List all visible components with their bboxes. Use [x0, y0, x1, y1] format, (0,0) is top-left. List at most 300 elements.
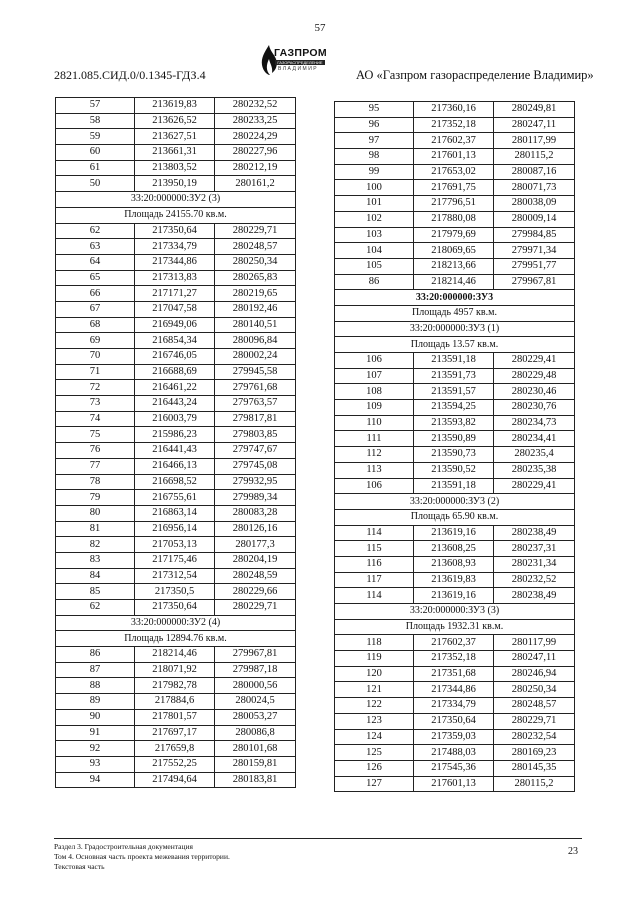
- coord-y: 279967,81: [494, 274, 575, 290]
- coord-x: 213619,83: [135, 98, 215, 114]
- table-section-row: [335, 509, 575, 525]
- coord-x: 217602,37: [414, 635, 494, 651]
- coord-y: 280232,54: [494, 729, 575, 745]
- point-number: 127: [335, 776, 414, 792]
- point-number: 70: [56, 349, 135, 365]
- table-row: [56, 537, 296, 553]
- coord-x: 213593,82: [414, 415, 494, 431]
- point-number: 125: [335, 745, 414, 761]
- section-label: 33:20:000000:ЗУ3 (3): [335, 604, 575, 620]
- coord-x: 213591,73: [414, 368, 494, 384]
- coord-x: 217171,27: [135, 286, 215, 302]
- coord-x: 217047,58: [135, 301, 215, 317]
- coord-y: 280232,52: [494, 572, 575, 588]
- footer-volume: Том 4. Основная часть проекта межевания территории.: [54, 852, 230, 861]
- coord-y: 280087,16: [494, 164, 575, 180]
- coord-y: 280233,25: [215, 113, 296, 129]
- coord-x: 217344,86: [414, 682, 494, 698]
- point-number: 123: [335, 713, 414, 729]
- table-row: [56, 411, 296, 427]
- table-section-row: [335, 305, 575, 321]
- table-row: [56, 145, 296, 161]
- point-number: 50: [56, 176, 135, 192]
- table-row: [56, 160, 296, 176]
- table-row: [56, 254, 296, 270]
- coord-y: 280250,34: [215, 254, 296, 270]
- coord-x: 213591,18: [414, 478, 494, 494]
- coord-x: 216863,14: [135, 505, 215, 521]
- coord-x: 217801,57: [135, 709, 215, 725]
- point-number: 57: [56, 98, 135, 114]
- footer-divider: [54, 838, 582, 839]
- coord-x: 217352,18: [414, 117, 494, 133]
- coord-y: 280231,34: [494, 556, 575, 572]
- coord-x: 213619,16: [414, 588, 494, 604]
- point-number: 82: [56, 537, 135, 553]
- point-number: 69: [56, 333, 135, 349]
- logo-brand: ГАЗПРОМ: [274, 47, 327, 59]
- coord-y: 280229,48: [494, 368, 575, 384]
- table-row: [56, 333, 296, 349]
- coord-x: 217697,17: [135, 725, 215, 741]
- point-number: 85: [56, 584, 135, 600]
- coord-x: 217352,18: [414, 651, 494, 667]
- table-section-row: [335, 619, 575, 635]
- table-row: [56, 113, 296, 129]
- table-row: [335, 400, 575, 416]
- coord-x: 217979,69: [414, 227, 494, 243]
- coord-y: 280115,2: [494, 149, 575, 165]
- coord-y: 280229,41: [494, 353, 575, 369]
- point-number: 120: [335, 666, 414, 682]
- point-number: 114: [335, 525, 414, 541]
- coord-y: 280238,49: [494, 525, 575, 541]
- coord-y: 280212,19: [215, 160, 296, 176]
- coord-y: 280145,35: [494, 760, 575, 776]
- table-row: [335, 525, 575, 541]
- table-row: [56, 568, 296, 584]
- point-number: 62: [56, 600, 135, 616]
- point-number: 116: [335, 556, 414, 572]
- point-number: 102: [335, 211, 414, 227]
- table-row: [335, 447, 575, 463]
- point-number: 88: [56, 678, 135, 694]
- table-row: [56, 741, 296, 757]
- coord-y: 279971,34: [494, 243, 575, 259]
- coordinates-table-right: [334, 101, 575, 792]
- coord-y: 280230,46: [494, 384, 575, 400]
- coord-x: 213590,52: [414, 462, 494, 478]
- table-row: [335, 258, 575, 274]
- section-label: Площадь 24155.70 кв.м.: [56, 207, 296, 223]
- table-section-row: [335, 321, 575, 337]
- table-row: [335, 227, 575, 243]
- coord-x: 217175,46: [135, 552, 215, 568]
- coord-y: 280247,11: [494, 651, 575, 667]
- logo-subline: ГАЗОРАСПРЕДЕЛЕНИЕ: [275, 60, 325, 65]
- coord-y: 280038,09: [494, 196, 575, 212]
- coord-y: 280140,51: [215, 317, 296, 333]
- coord-y: 279989,34: [215, 490, 296, 506]
- point-number: 107: [335, 368, 414, 384]
- table-row: [335, 196, 575, 212]
- table-row: [56, 129, 296, 145]
- table-row: [56, 474, 296, 490]
- section-label: Площадь 1932.31 кв.м.: [335, 619, 575, 635]
- table-row: [56, 709, 296, 725]
- coord-x: 217653,02: [414, 164, 494, 180]
- point-number: 75: [56, 427, 135, 443]
- point-number: 106: [335, 478, 414, 494]
- coord-y: 280235,38: [494, 462, 575, 478]
- coord-x: 216688,69: [135, 364, 215, 380]
- coord-y: 280235,4: [494, 447, 575, 463]
- coord-x: 216443,24: [135, 396, 215, 412]
- coord-x: 217982,78: [135, 678, 215, 694]
- coord-x: 217344,86: [135, 254, 215, 270]
- table-row: [335, 415, 575, 431]
- coord-y: 280249,81: [494, 102, 575, 118]
- table-row: [56, 286, 296, 302]
- section-label: Площадь 65.90 кв.м.: [335, 509, 575, 525]
- point-number: 90: [56, 709, 135, 725]
- coord-x: 217359,03: [414, 729, 494, 745]
- section-label: Площадь 12894.76 кв.м.: [56, 631, 296, 647]
- sheet-number: 23: [568, 846, 578, 857]
- coordinates-table-left: [55, 97, 296, 788]
- coord-y: 280234,73: [494, 415, 575, 431]
- point-number: 58: [56, 113, 135, 129]
- coord-x: 217880,08: [414, 211, 494, 227]
- table-row: [56, 694, 296, 710]
- table-row: [335, 384, 575, 400]
- table-row: [335, 635, 575, 651]
- coord-x: 216949,06: [135, 317, 215, 333]
- coord-y: 280229,71: [494, 713, 575, 729]
- coord-x: 216698,52: [135, 474, 215, 490]
- coord-x: 213950,19: [135, 176, 215, 192]
- table-row: [335, 211, 575, 227]
- coord-y: 280086,8: [215, 725, 296, 741]
- point-number: 108: [335, 384, 414, 400]
- point-number: 121: [335, 682, 414, 698]
- table-row: [56, 458, 296, 474]
- table-row: [56, 301, 296, 317]
- table-row: [335, 713, 575, 729]
- table-row: [335, 682, 575, 698]
- table-row: [335, 776, 575, 792]
- point-number: 61: [56, 160, 135, 176]
- table-row: [56, 647, 296, 663]
- coord-x: 213590,89: [414, 431, 494, 447]
- section-label: Площадь 13.57 кв.м.: [335, 337, 575, 353]
- coord-x: 217053,13: [135, 537, 215, 553]
- coord-x: 216003,79: [135, 411, 215, 427]
- coord-x: 217884,6: [135, 694, 215, 710]
- point-number: 95: [335, 102, 414, 118]
- page-number: 57: [314, 22, 326, 34]
- coord-y: 280083,28: [215, 505, 296, 521]
- table-row: [56, 584, 296, 600]
- point-number: 124: [335, 729, 414, 745]
- point-number: 104: [335, 243, 414, 259]
- coord-y: 280002,24: [215, 349, 296, 365]
- company-name: АО «Газпром газораспределение Владимир»: [356, 68, 594, 82]
- table-row: [56, 678, 296, 694]
- point-number: 86: [335, 274, 414, 290]
- point-number: 84: [56, 568, 135, 584]
- point-number: 72: [56, 380, 135, 396]
- point-number: 94: [56, 772, 135, 788]
- coord-y: 280248,57: [215, 239, 296, 255]
- coord-x: 213594,25: [414, 400, 494, 416]
- table-row: [56, 239, 296, 255]
- point-number: 126: [335, 760, 414, 776]
- coord-y: 280229,41: [494, 478, 575, 494]
- point-number: 73: [56, 396, 135, 412]
- footer-text: [54, 842, 230, 872]
- coord-x: 217350,64: [135, 223, 215, 239]
- coord-x: 217360,16: [414, 102, 494, 118]
- table-row: [56, 443, 296, 459]
- point-number: 100: [335, 180, 414, 196]
- point-number: 86: [56, 647, 135, 663]
- point-number: 80: [56, 505, 135, 521]
- coord-x: 217350,64: [414, 713, 494, 729]
- coord-y: 280229,71: [215, 223, 296, 239]
- coord-y: 280237,31: [494, 541, 575, 557]
- coord-x: 213619,16: [414, 525, 494, 541]
- table-row: [335, 462, 575, 478]
- coord-y: 280159,81: [215, 756, 296, 772]
- coord-x: 215986,23: [135, 427, 215, 443]
- table-row: [335, 243, 575, 259]
- point-number: 66: [56, 286, 135, 302]
- table-row: [56, 349, 296, 365]
- coord-x: 213591,57: [414, 384, 494, 400]
- coord-x: 213608,25: [414, 541, 494, 557]
- point-number: 79: [56, 490, 135, 506]
- table-row: [56, 98, 296, 114]
- section-label: 33:20:000000:ЗУ3: [335, 290, 575, 306]
- table-section-row: [56, 631, 296, 647]
- gazprom-logo: [256, 42, 336, 80]
- point-number: 87: [56, 662, 135, 678]
- table-section-row: [335, 494, 575, 510]
- section-label: 33:20:000000:ЗУ2 (3): [56, 192, 296, 208]
- table-row: [335, 556, 575, 572]
- point-number: 62: [56, 223, 135, 239]
- coord-y: 279763,57: [215, 396, 296, 412]
- coord-y: 280161,2: [215, 176, 296, 192]
- point-number: 111: [335, 431, 414, 447]
- section-label: 33:20:000000:ЗУ2 (4): [56, 615, 296, 631]
- point-number: 60: [56, 145, 135, 161]
- table-row: [56, 317, 296, 333]
- footer-section: Раздел 3. Градостроительная документация: [54, 842, 193, 851]
- coord-x: 218214,46: [414, 274, 494, 290]
- point-number: 76: [56, 443, 135, 459]
- coord-y: 279745,08: [215, 458, 296, 474]
- table-row: [335, 651, 575, 667]
- coord-y: 280053,27: [215, 709, 296, 725]
- point-number: 83: [56, 552, 135, 568]
- table-row: [335, 102, 575, 118]
- table-row: [335, 541, 575, 557]
- table-row: [56, 364, 296, 380]
- point-number: 105: [335, 258, 414, 274]
- point-number: 68: [56, 317, 135, 333]
- coord-y: 280265,83: [215, 270, 296, 286]
- point-number: 98: [335, 149, 414, 165]
- coord-y: 280000,56: [215, 678, 296, 694]
- coord-x: 216755,61: [135, 490, 215, 506]
- table-row: [56, 270, 296, 286]
- point-number: 122: [335, 698, 414, 714]
- coord-y: 279984,85: [494, 227, 575, 243]
- coord-y: 280224,29: [215, 129, 296, 145]
- section-label: 33:20:000000:ЗУ3 (1): [335, 321, 575, 337]
- coord-y: 280009,14: [494, 211, 575, 227]
- point-number: 74: [56, 411, 135, 427]
- coord-x: 217351,68: [414, 666, 494, 682]
- coord-y: 279747,67: [215, 443, 296, 459]
- table-row: [335, 431, 575, 447]
- point-number: 97: [335, 133, 414, 149]
- point-number: 114: [335, 588, 414, 604]
- coord-x: 217488,03: [414, 745, 494, 761]
- coord-x: 218214,46: [135, 647, 215, 663]
- point-number: 113: [335, 462, 414, 478]
- point-number: 115: [335, 541, 414, 557]
- coord-x: 217334,79: [135, 239, 215, 255]
- coord-y: 280115,2: [494, 776, 575, 792]
- table-section-row: [335, 604, 575, 620]
- coord-x: 218069,65: [414, 243, 494, 259]
- table-row: [56, 380, 296, 396]
- table-row: [335, 478, 575, 494]
- point-number: 103: [335, 227, 414, 243]
- coord-y: 280096,84: [215, 333, 296, 349]
- table-section-row: [335, 337, 575, 353]
- point-number: 92: [56, 741, 135, 757]
- coord-y: 280169,23: [494, 745, 575, 761]
- logo-region: ВЛАДИМИР: [278, 66, 319, 72]
- table-row: [335, 729, 575, 745]
- coord-y: 279987,18: [215, 662, 296, 678]
- coord-y: 280248,59: [215, 568, 296, 584]
- coord-x: 218071,92: [135, 662, 215, 678]
- point-number: 99: [335, 164, 414, 180]
- coord-y: 280247,11: [494, 117, 575, 133]
- point-number: 93: [56, 756, 135, 772]
- point-number: 89: [56, 694, 135, 710]
- point-number: 119: [335, 651, 414, 667]
- table-row: [335, 666, 575, 682]
- table-row: [56, 552, 296, 568]
- coord-x: 217601,13: [414, 149, 494, 165]
- coord-x: 213661,31: [135, 145, 215, 161]
- coord-y: 280230,76: [494, 400, 575, 416]
- table-row: [335, 368, 575, 384]
- table-row: [56, 662, 296, 678]
- coord-x: 217545,36: [414, 760, 494, 776]
- coord-y: 280248,57: [494, 698, 575, 714]
- coord-y: 280177,3: [215, 537, 296, 553]
- coord-y: 280250,34: [494, 682, 575, 698]
- point-number: 77: [56, 458, 135, 474]
- point-number: 118: [335, 635, 414, 651]
- table-section-row: [56, 192, 296, 208]
- table-row: [335, 588, 575, 604]
- table-section-row: [56, 615, 296, 631]
- point-number: 96: [335, 117, 414, 133]
- point-number: 64: [56, 254, 135, 270]
- coord-y: 279932,95: [215, 474, 296, 490]
- point-number: 63: [56, 239, 135, 255]
- point-number: 67: [56, 301, 135, 317]
- coord-y: 280117,99: [494, 635, 575, 651]
- coord-x: 216956,14: [135, 521, 215, 537]
- coord-y: 279803,85: [215, 427, 296, 443]
- table-row: [56, 223, 296, 239]
- table-row: [56, 772, 296, 788]
- coord-x: 217796,51: [414, 196, 494, 212]
- point-number: 65: [56, 270, 135, 286]
- coord-x: 213590,73: [414, 447, 494, 463]
- coord-x: 217659,8: [135, 741, 215, 757]
- table-row: [335, 180, 575, 196]
- section-label: Площадь 4957 кв.м.: [335, 305, 575, 321]
- point-number: 71: [56, 364, 135, 380]
- coord-x: 217334,79: [414, 698, 494, 714]
- coord-y: 280126,16: [215, 521, 296, 537]
- coord-y: 280101,68: [215, 741, 296, 757]
- coord-y: 279967,81: [215, 647, 296, 663]
- coord-x: 216461,22: [135, 380, 215, 396]
- document-code: 2821.085.СИД.0/0.1345-ГДЗ.4: [54, 68, 206, 82]
- table-row: [335, 117, 575, 133]
- table-section-row: [56, 207, 296, 223]
- coord-y: 280234,41: [494, 431, 575, 447]
- coord-y: 279761,68: [215, 380, 296, 396]
- table-row: [56, 176, 296, 192]
- coord-x: 217313,83: [135, 270, 215, 286]
- table-row: [56, 521, 296, 537]
- coord-x: 213627,51: [135, 129, 215, 145]
- table-row: [335, 133, 575, 149]
- point-number: 91: [56, 725, 135, 741]
- table-row: [335, 149, 575, 165]
- table-row: [56, 756, 296, 772]
- table-row: [56, 427, 296, 443]
- coord-x: 217350,64: [135, 600, 215, 616]
- coord-x: 217602,37: [414, 133, 494, 149]
- coord-y: 279945,58: [215, 364, 296, 380]
- table-row: [335, 745, 575, 761]
- coord-y: 280246,94: [494, 666, 575, 682]
- table-row: [335, 164, 575, 180]
- coord-y: 279817,81: [215, 411, 296, 427]
- point-number: 106: [335, 353, 414, 369]
- coord-y: 280183,81: [215, 772, 296, 788]
- coord-y: 280229,71: [215, 600, 296, 616]
- table-row: [335, 353, 575, 369]
- table-row: [335, 760, 575, 776]
- coord-x: 217350,5: [135, 584, 215, 600]
- coord-y: 280219,65: [215, 286, 296, 302]
- table-row: [335, 572, 575, 588]
